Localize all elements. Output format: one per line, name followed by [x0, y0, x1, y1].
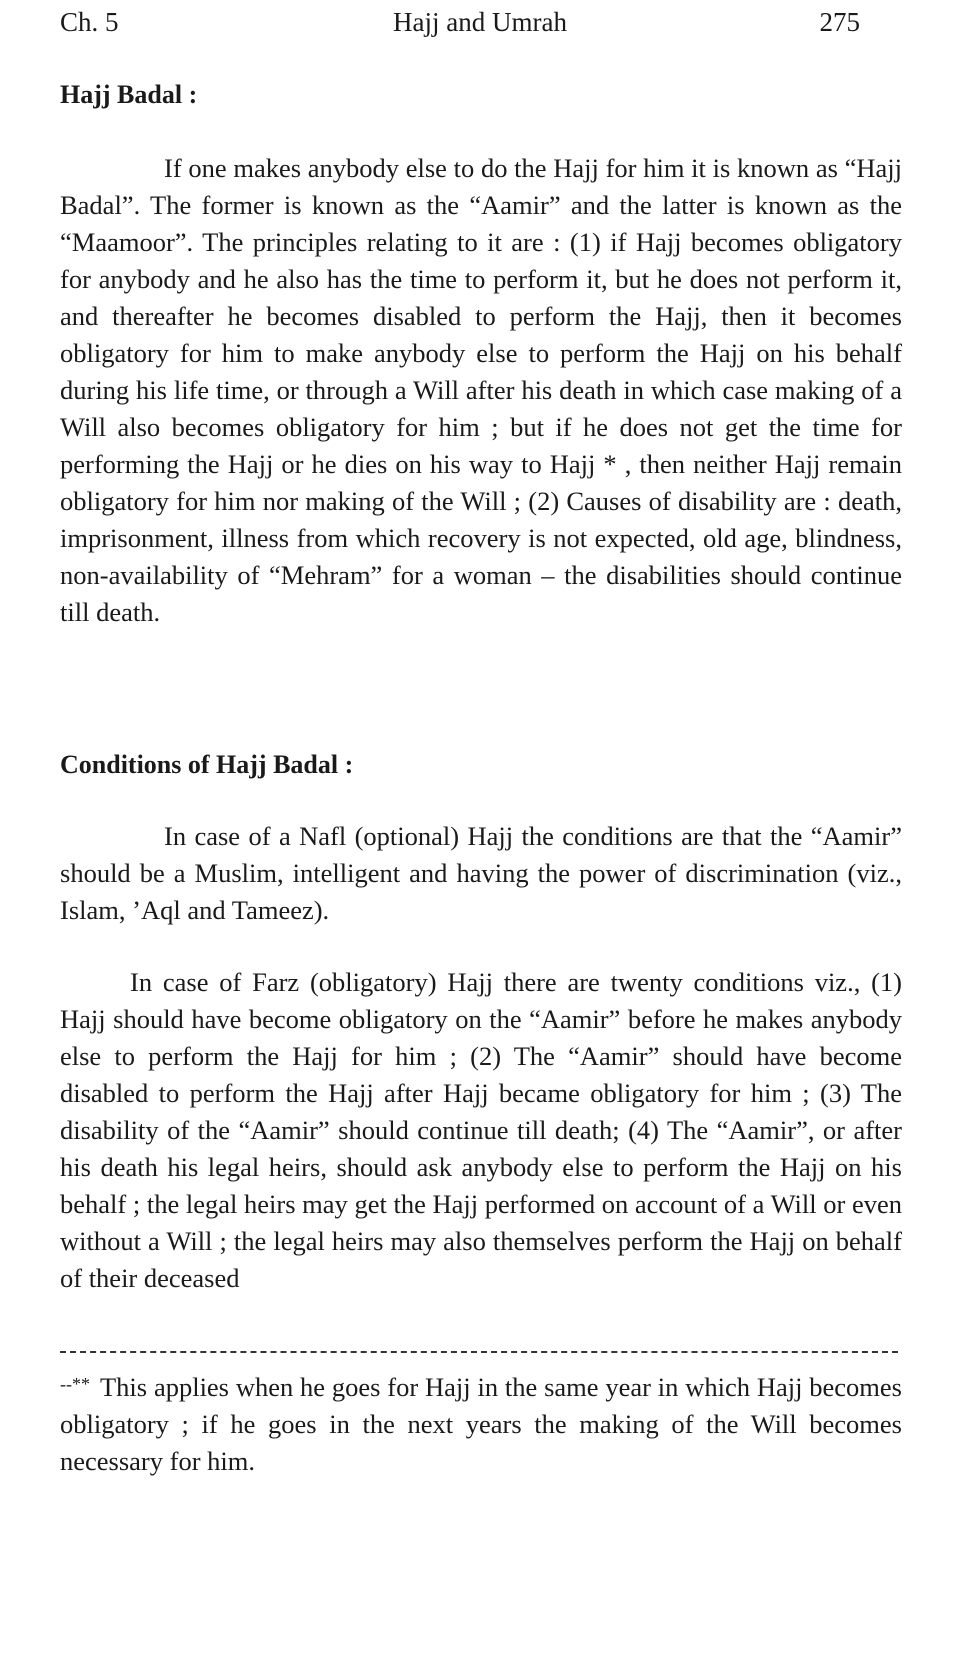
- footnote-divider: [60, 1351, 898, 1353]
- book-page: [58, 0, 902, 1680]
- footnote-text: This applies when he goes for Hajj in the same year in which Hajj becomes obligatory ; if he goes in the next years the making of the Will becomes necessary for him.: [60, 1372, 902, 1476]
- paragraph-nafl-conditions: In case of a Nafl (optional) Hajj the conditions are that the “Aamir” should be a Muslim, intelligent and having the power of discrimination (viz., Islam, ’Aql and Tameez).: [60, 821, 902, 925]
- footnote-marker: --**: [60, 1374, 90, 1394]
- footnote: [60, 1366, 902, 1480]
- section-heading-hajj-badal: Hajj Badal :: [60, 80, 198, 109]
- paragraph-farz-conditions: In case of Farz (obligatory) Hajj there are twenty conditions viz., (1) Hajj should have become obligatory on the “Aamir” before he makes anybody else to perform the Hajj for him ; (2) The “Aamir” should have become disabled to perform the Hajj after Hajj became obligatory for him ; (3) The disability of the “Aamir” should continue till death; (4) The “Aamir”, or after his death his legal heirs, should ask anybody else to perform the Hajj on his behalf ; the legal heirs may get the Hajj performed on account of a Will or even without a Will ; the legal heirs may also themselves perform the Hajj on behalf of their deceased: [60, 967, 902, 1293]
- book-title: Hajj and Umrah: [393, 7, 567, 37]
- section-heading-conditions: Conditions of Hajj Badal :: [60, 750, 354, 779]
- chapter-label: Ch. 5: [60, 7, 119, 37]
- running-header: [58, 4, 902, 40]
- page-number: 275: [819, 7, 860, 37]
- paragraph-hajj-badal-principles: If one makes anybody else to do the Hajj for him it is known as “Hajj Badal”. The former is known as the “Aamir” and the latter is known as the “Maamoor”. The principles relating to it are : (1) if Hajj becomes obligatory for anybody and he also has the time to perform it, but he does not perform it, and thereafter he becomes disabled to perform the Hajj, then it becomes obligatory for him to make anybody else to perform the Hajj on his behalf during his life time, or through a Will after his death in which case making of a Will also becomes obligatory for him ; but if he does not get the time for performing the Hajj or he dies on his way to Hajj * , then neither Hajj remain obligatory for him nor making of the Will ; (2) Causes of disability are : death, imprisonment, illness from which recovery is not expected, old age, blindness, non-availability of “Mehram” for a woman – the disabilities should continue till death.: [60, 153, 902, 627]
